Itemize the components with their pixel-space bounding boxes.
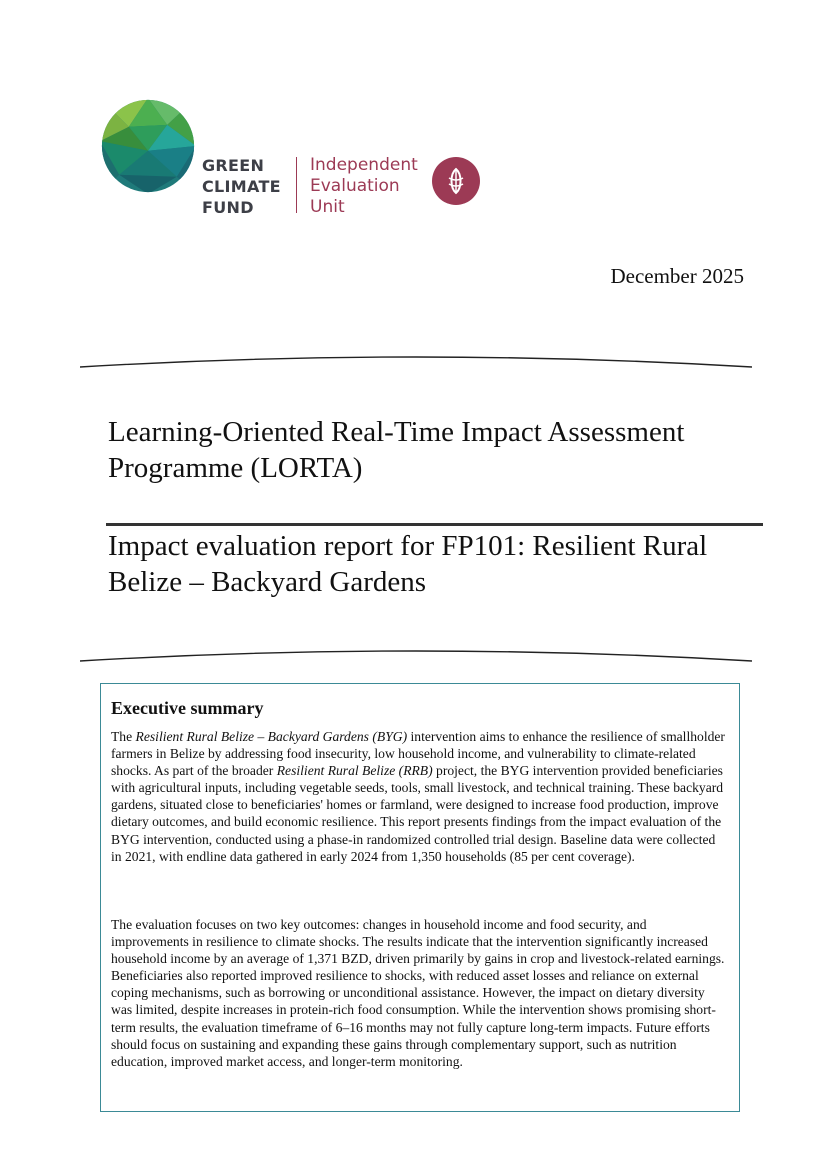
p1-text-a: The <box>111 729 136 744</box>
p1-text-c: project, the BYG intervention provided beneficiaries with agricultural inputs, including vegetable seeds, tools, small livestock, and technical training. These backyard gardens, situated close to beneficiaries' homes or farmland, were designed to increase food production, improve dietary outcomes, and build economic resilience. This report presents findings from the impact evaluation of the BYG intervention, conducted using a phase-in randomized controlled trial design. Baseline data were collected in 2021, with endline data gathered in early 2024 from 1,350 households (85 per cent coverage). <box>111 763 724 864</box>
gcf-line-2: CLIMATE <box>202 177 281 196</box>
ieu-line-1: Independent <box>310 155 418 175</box>
ieu-line-3: Unit <box>310 197 345 217</box>
summary-paragraph-2: The evaluation focuses on two key outcomes: changes in household income and food security, and improvements in resilience to climate shocks. The results indicate that the intervention significantly increased household income by an average of 1,371 BZD, driven primarily by gains in crop and livestock-related earnings. Beneficiaries also reported improved resilience to shocks, with reduced asset losses and reliance on external coping mechanisms, such as borrowing or unconditional assistance. However, the impact on dietary diversity was limited, despite increases in protein-rich food consumption. While the intervention shows promising short-term results, the evaluation timeframe of 6–16 months may not fully capture long-term impacts. Future efforts should focus on sustaining and expanding these gains through complementary support, such as nutrition education, improved market access, and longer-term monitoring. <box>111 917 725 1069</box>
report-subtitle: Impact evaluation report for FP101: Resilient Rural Belize – Backyard Gardens <box>108 530 708 598</box>
p1-italic-rrb: Resilient Rural Belize (RRB) <box>276 763 433 779</box>
title-rule <box>106 523 763 526</box>
executive-summary-heading: Executive summary <box>111 698 264 718</box>
top-swoosh-divider <box>80 352 752 372</box>
gcf-line-3: FUND <box>202 198 254 217</box>
report-date: December 2025 <box>610 264 744 288</box>
gcf-wordmark <box>202 155 281 218</box>
p1-italic-byg: Resilient Rural Belize – Backyard Gardens (BYG) <box>135 729 408 744</box>
gcf-line-1: GREEN <box>202 156 265 175</box>
ieu-line-2: Evaluation <box>310 176 400 196</box>
green-geodesic-sphere-icon <box>100 98 196 194</box>
ieu-wordmark <box>310 155 418 218</box>
logo-divider <box>296 157 297 213</box>
report-title: Learning-Oriented Real-Time Impact Assessment Programme (LORTA) <box>108 416 685 484</box>
summary-paragraph-1 <box>111 728 726 865</box>
p1-text-b: intervention aims to enhance the resilience of smallholder farmers in Belize by addressing food insecurity, low household income, and vulnerability to climate-related shocks. As part of the broader <box>111 729 725 779</box>
bottom-swoosh-divider <box>80 646 752 666</box>
ieu-emblem-icon <box>432 157 480 205</box>
